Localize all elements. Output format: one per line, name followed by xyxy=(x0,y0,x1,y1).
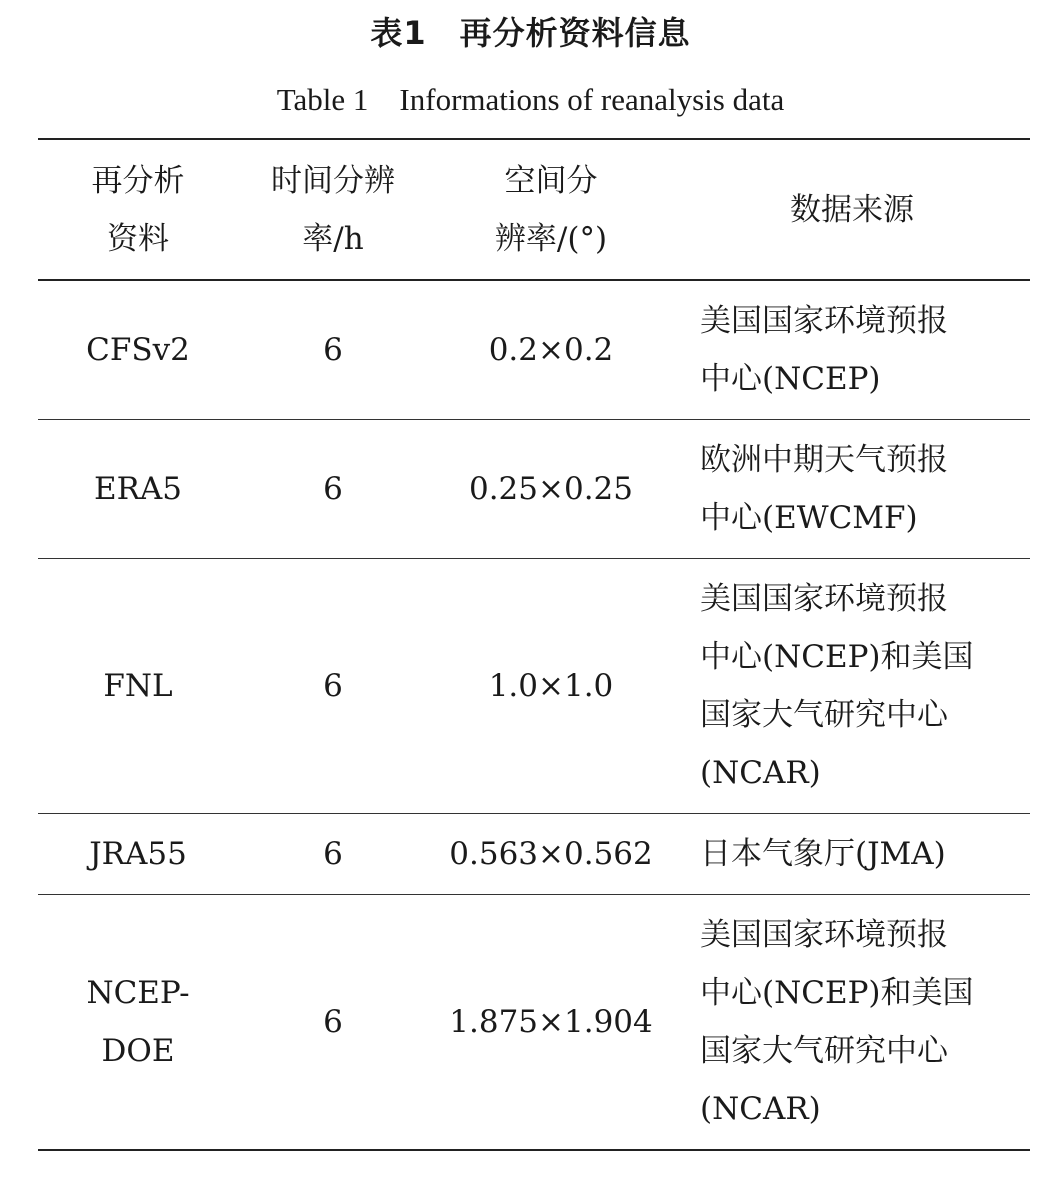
cell-temporal-resolution: 6 xyxy=(323,1004,343,1040)
table-row xyxy=(38,280,1030,420)
cell-spatial-resolution: 0.2×0.2 xyxy=(488,332,614,368)
table-header-row xyxy=(38,139,1030,280)
cell-data-source: 日本气象厅(JMA) xyxy=(700,836,946,872)
cell-data-source: 美国国家环境预报 中心(NCEP) xyxy=(700,303,948,397)
cell-spatial-resolution: 1.0×1.0 xyxy=(488,668,614,704)
cell-reanalysis-name: CFSv2 xyxy=(86,332,190,368)
table-title-english: Table 1 Informations of reanalysis data xyxy=(276,82,785,117)
reanalysis-data-table xyxy=(38,138,1030,1151)
table-row xyxy=(38,420,1030,559)
header-data-source: 数据来源 xyxy=(790,191,914,228)
table-title-chinese: 表1 再分析资料信息 xyxy=(370,14,691,52)
cell-temporal-resolution: 6 xyxy=(323,332,343,368)
cell-temporal-resolution: 6 xyxy=(323,836,343,872)
table-row xyxy=(38,559,1030,814)
cell-temporal-resolution: 6 xyxy=(323,471,343,507)
cell-data-source: 欧洲中期天气预报 中心(EWCMF) xyxy=(700,442,948,536)
table-row xyxy=(38,814,1030,895)
cell-spatial-resolution: 1.875×1.904 xyxy=(449,1004,653,1040)
cell-temporal-resolution: 6 xyxy=(323,668,343,704)
header-temporal-resolution: 时间分辨 率/h xyxy=(271,162,395,257)
header-spatial-resolution: 空间分 辨率/(°) xyxy=(494,162,608,257)
cell-spatial-resolution: 0.563×0.562 xyxy=(449,836,653,872)
header-reanalysis-data: 再分析 资料 xyxy=(91,162,185,257)
cell-reanalysis-name: ERA5 xyxy=(93,471,183,507)
cell-reanalysis-name: NCEP- DOE xyxy=(86,975,190,1069)
cell-data-source: 美国国家环境预报 中心(NCEP)和美国 国家大气研究中心 (NCAR) xyxy=(700,917,974,1127)
table-row xyxy=(38,895,1030,1151)
cell-reanalysis-name: JRA55 xyxy=(89,836,187,872)
cell-spatial-resolution: 0.25×0.25 xyxy=(468,471,634,507)
cell-reanalysis-name: FNL xyxy=(103,668,173,704)
cell-data-source: 美国国家环境预报 中心(NCEP)和美国 国家大气研究中心 (NCAR) xyxy=(700,581,974,791)
